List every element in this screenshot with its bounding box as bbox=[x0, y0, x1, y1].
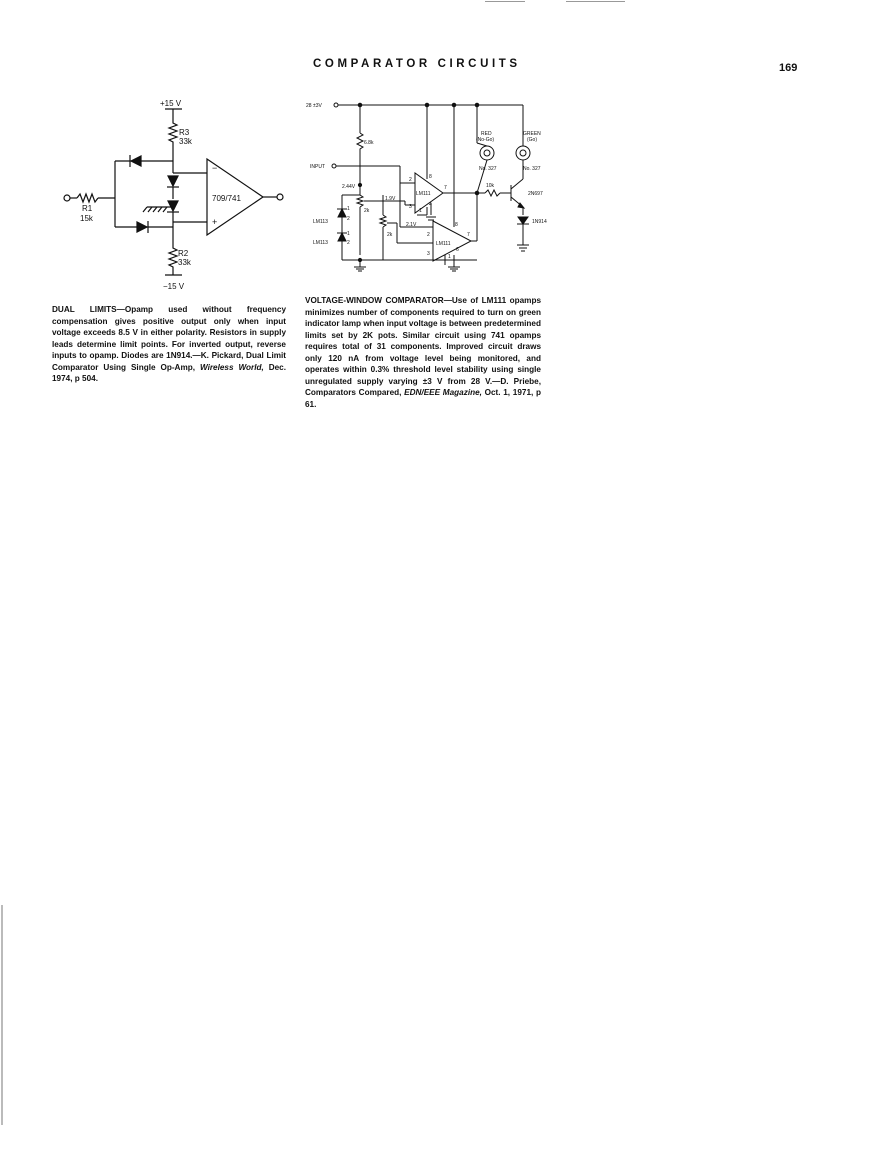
page-header: COMPARATOR CIRCUITS bbox=[313, 58, 521, 70]
voltage-window-tail: Oct. 1, 1971, p 61. bbox=[305, 388, 541, 409]
input-label: INPUT bbox=[310, 164, 325, 170]
supply-label: 28 ±3V bbox=[306, 103, 322, 109]
page-number: 169 bbox=[779, 62, 798, 74]
cmp1-pin3: 3 bbox=[409, 204, 412, 210]
voltage-window-schematic bbox=[305, 95, 555, 280]
cmp2-pin7: 7 bbox=[467, 232, 470, 238]
r2-name: R2 bbox=[178, 249, 189, 258]
dual-limits-caption bbox=[52, 304, 286, 385]
vmid-label: 1.9V bbox=[385, 196, 396, 202]
pot1-label: 2k bbox=[364, 208, 370, 214]
cmp2-pin1: 1 bbox=[448, 254, 451, 260]
r2-value: 33k bbox=[178, 258, 191, 267]
cmp2-label: LM111 bbox=[436, 241, 451, 247]
pot2-label: 2k bbox=[387, 232, 393, 238]
cmp1-pin1: 1 bbox=[419, 208, 422, 214]
zener2-pin1: 1 bbox=[347, 231, 350, 237]
voltage-window-caption bbox=[305, 295, 541, 410]
opamp-label: 709/741 bbox=[212, 194, 241, 203]
supply-pos-label: +15 V bbox=[160, 99, 182, 108]
cmp1-pin8: 8 bbox=[429, 174, 432, 180]
voltage-window-title: VOLTAGE-WINDOW COMPARATOR bbox=[305, 296, 444, 305]
voltage-window-body: —Use of LM111 opamps minimizes number of components required to turn on green indicator lamp when input voltage is between predetermined limits set by 2K pots. Similar circuit using 741 opamps requires total of 31 components. Improved circuit draws only 120 nA from voltage level being monitored, and operates within 0.3% threshold level stability using single unregulated supply varying ±3 V from 28 V.—D. Priebe, Comparators Compared, bbox=[305, 296, 541, 397]
lm113-b-label: LM113 bbox=[313, 240, 328, 246]
opamp-minus: − bbox=[212, 163, 218, 173]
dual-limits-tail: Dec. 1974, p 504. bbox=[52, 362, 286, 383]
green-lamp-number: No. 327 bbox=[523, 166, 541, 172]
diode-label: 1N914 bbox=[532, 219, 547, 225]
voltage-window-source: EDN/EEE Magazine, bbox=[404, 388, 482, 397]
green-lamp-label: GREEN bbox=[523, 131, 541, 137]
cmp1-pin7: 7 bbox=[444, 185, 447, 191]
r-top-label: 6.8k bbox=[364, 140, 374, 146]
cmp2-pin3: 3 bbox=[427, 251, 430, 257]
zener1-pin1: 1 bbox=[347, 206, 350, 212]
dual-limits-source: Wireless World, bbox=[199, 362, 264, 372]
red-lamp-label: RED bbox=[481, 131, 492, 137]
green-lamp-sub: (Go) bbox=[527, 137, 537, 143]
opamp-plus: + bbox=[212, 217, 218, 227]
red-lamp-number: No. 327 bbox=[479, 166, 497, 172]
base-resistor-label: 10k bbox=[486, 183, 495, 189]
supply-neg-label: −15 V bbox=[163, 282, 185, 291]
r1-name: R1 bbox=[82, 204, 93, 213]
lm113-a-label: LM113 bbox=[313, 219, 328, 225]
vref2-label: 2.1V bbox=[406, 222, 417, 228]
cmp2-pin2: 2 bbox=[427, 232, 430, 238]
r1-value: 15k bbox=[80, 214, 93, 223]
cmp1-pin2: 2 bbox=[409, 177, 412, 183]
zener1-pin2: 2 bbox=[347, 216, 350, 222]
zener2-pin2: 2 bbox=[347, 240, 350, 246]
cmp1-pin4: 4 bbox=[429, 202, 432, 208]
cmp2-pin6: 6 bbox=[456, 247, 459, 253]
red-lamp-sub: (No-Go) bbox=[476, 137, 495, 143]
cmp1-label: LM111 bbox=[416, 191, 431, 197]
dual-limits-schematic bbox=[55, 95, 295, 295]
r3-value: 33k bbox=[179, 137, 192, 146]
dual-limits-body: —Opamp used without frequency compensation gives positive output only when input voltage exceeds 8.5 V in either polarity. Resistors in supply leads determine limit points. For inverted output, reverse inputs to opamp. Diodes are 1N914.—K. Pickard, Dual Limit Comparator Using Single Op-Amp, bbox=[52, 305, 286, 372]
r3-name: R3 bbox=[179, 128, 190, 137]
cmp2-pin8: 8 bbox=[455, 222, 458, 228]
dual-limits-title: DUAL LIMITS bbox=[52, 305, 117, 314]
transistor-label: 2N697 bbox=[528, 191, 543, 197]
vref1-label: 2.44V bbox=[342, 184, 356, 190]
